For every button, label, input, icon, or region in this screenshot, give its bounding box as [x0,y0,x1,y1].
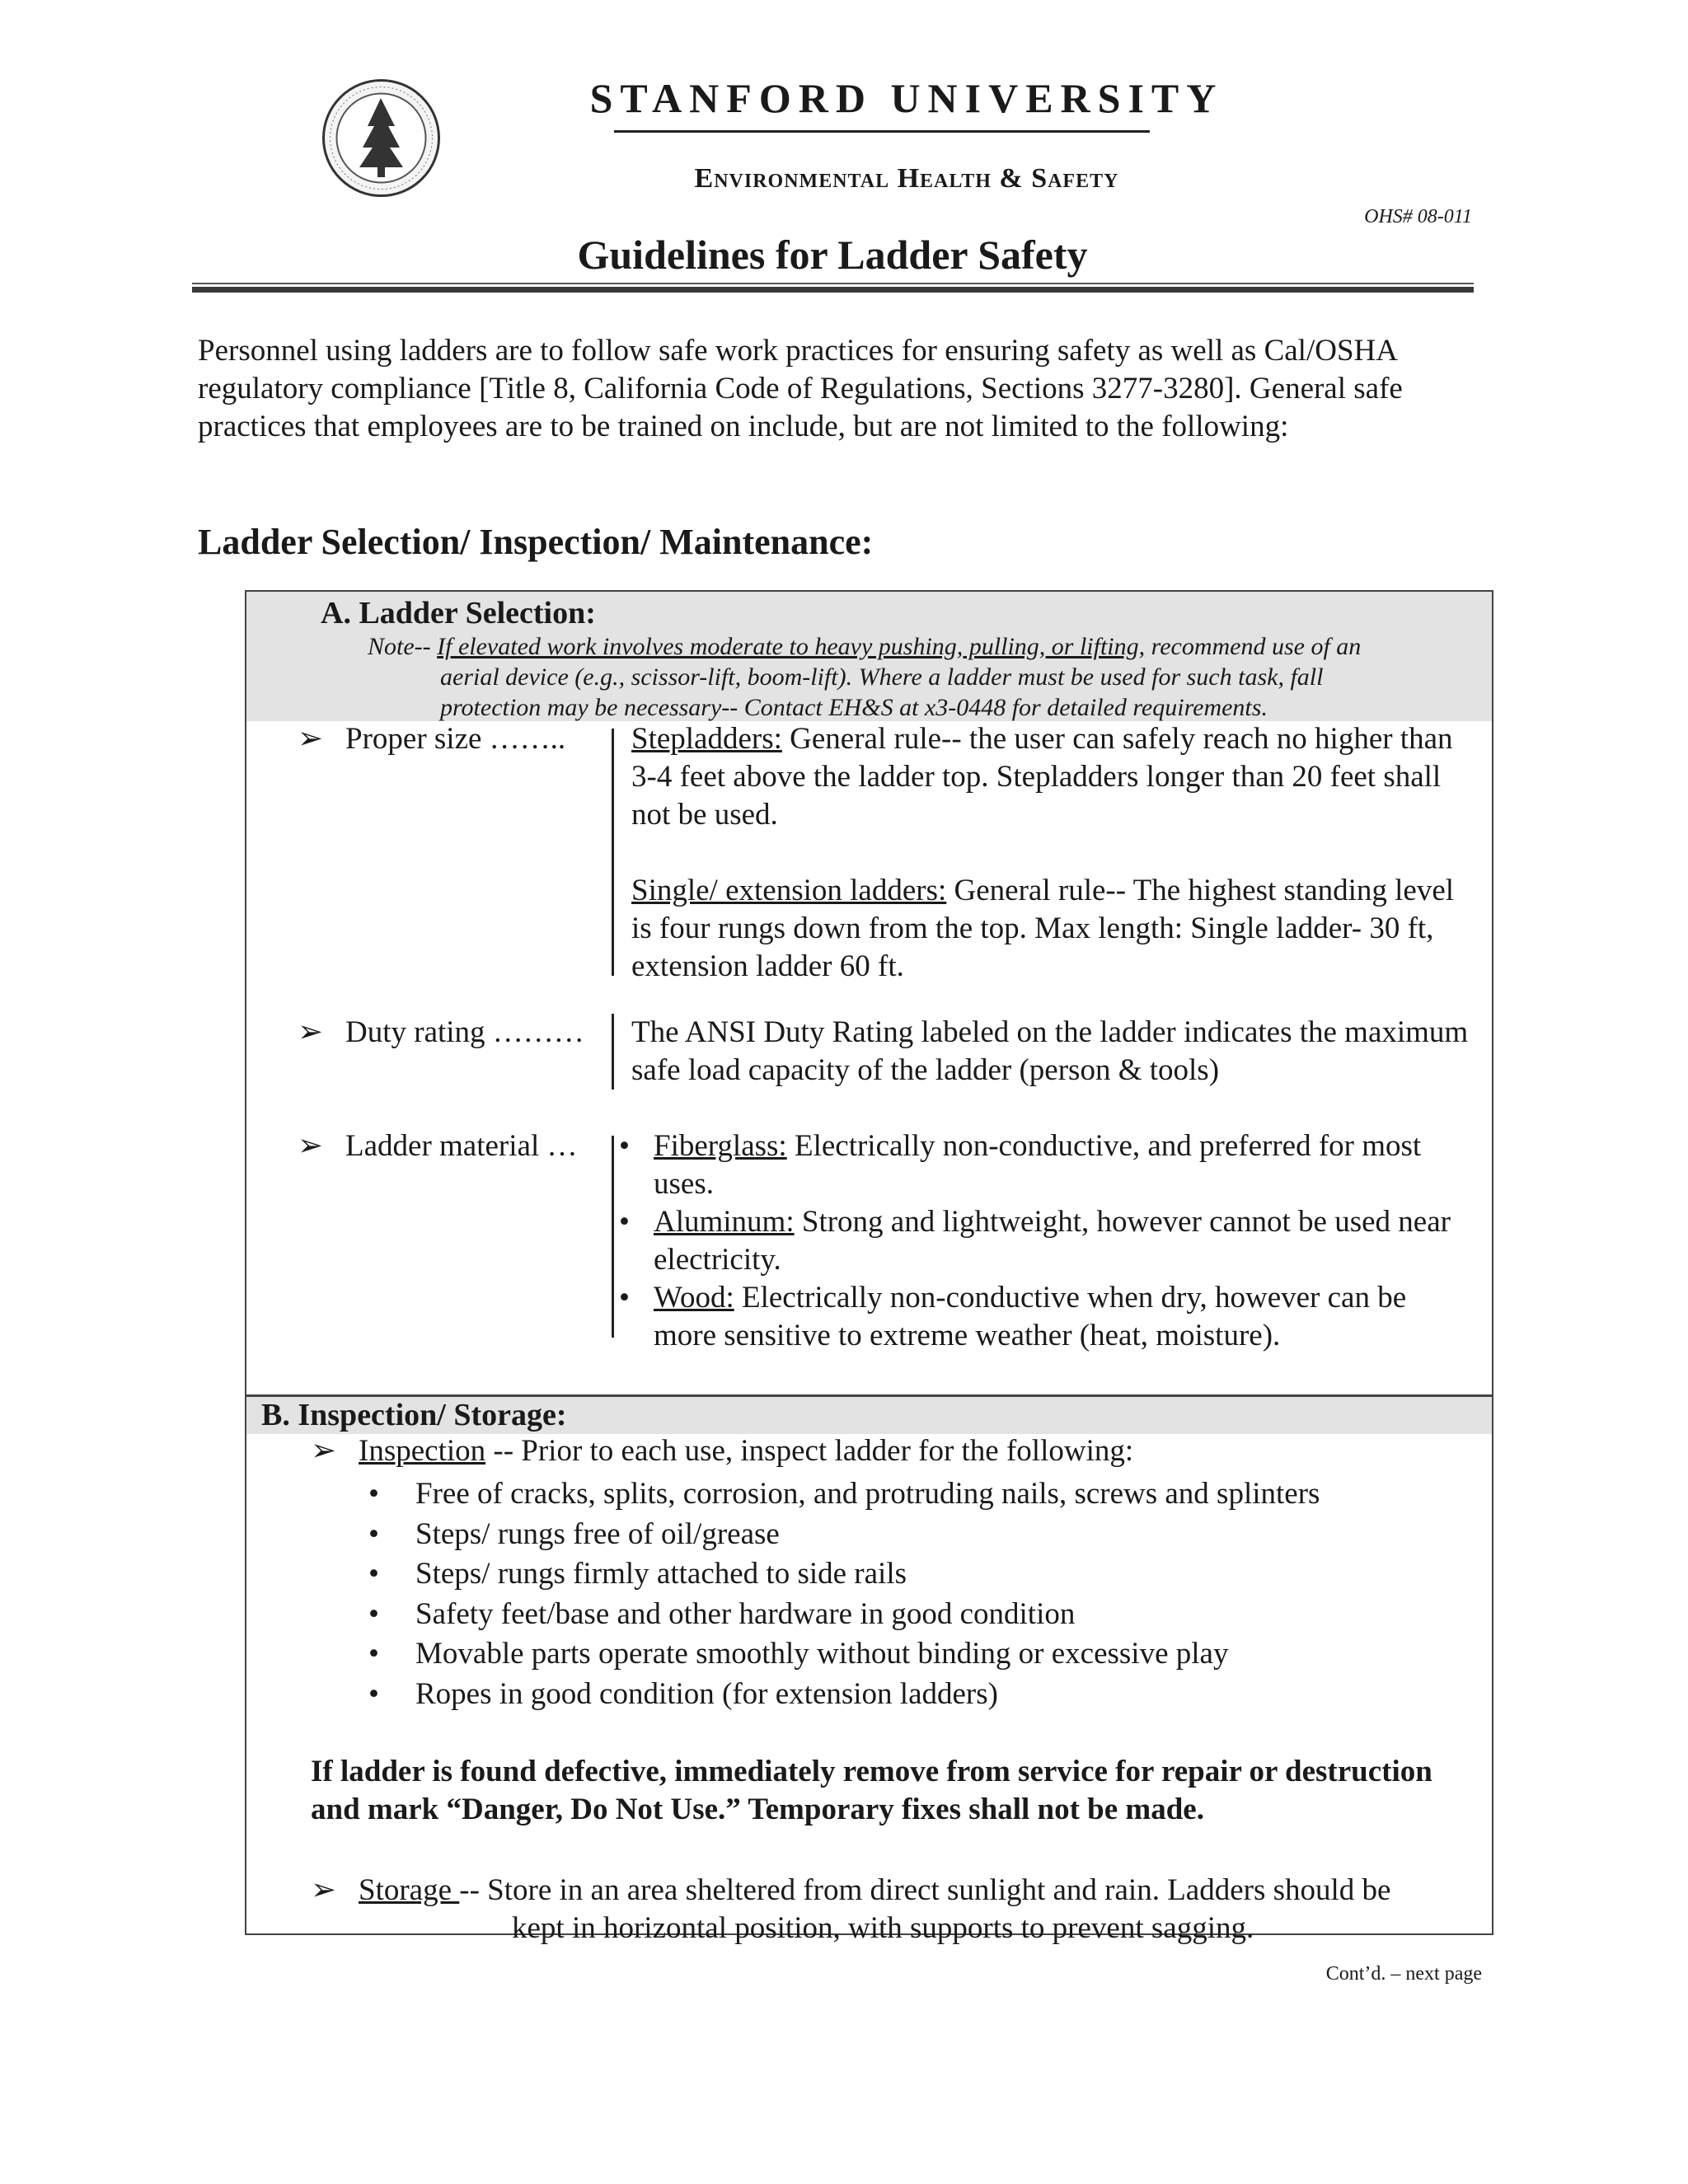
arrow-icon: ➢ [311,1434,337,1468]
inspection-storage-box [245,1395,1493,1945]
check-text: Free of cracks, splits, corrosion, and protruding nails, screws and splinters [415,1477,1320,1511]
material-name: Fiberglass: [654,1129,787,1163]
section-heading: Ladder Selection/ Inspection/ Maintenance: [198,522,874,562]
intro-paragraph: Personnel using ladders are to follow safe work practices for ensuring safety as well as Cal/OSHA regulatory compliance [Title 8, California Code of Regulations, Sections 3277-3280]. General safe practices that employees are to be trained on include, but are not limited to the following: [198,334,1403,443]
inspection-title: Inspection [359,1434,486,1468]
university-name: STANFORD UNIVERSITY [589,75,1224,121]
proper-size-divider [612,729,614,976]
list-item [619,1203,1468,1279]
list-item [619,1279,1468,1355]
list-item [368,1675,1320,1715]
note-text-2: aerial device (e.g., scissor-lift, boom-lift). Where a ladder must be used for such task, fall [440,663,1324,691]
title-divider-thin [192,283,1474,284]
ladder-selection-box [245,590,1493,1396]
bullet-icon: • [368,1477,379,1511]
proper-size-label [298,720,565,758]
storage-title: Storage [359,1873,460,1907]
duty-rating-text: The ANSI Duty Rating labeled on the ladder indicates the maximum safe load capacity of the ladder (person & tools) [631,1015,1469,1087]
list-item [368,1515,1320,1555]
ladder-selection-heading: A. Ladder Selection: [321,596,596,630]
material-name: Aluminum: [654,1205,795,1239]
storage-text-1: -- Store in an area sheltered from direct sunlight and rain. Ladders should be [459,1873,1391,1907]
stepladders-title: Stepladders: [631,722,782,756]
bullet-icon: • [619,1205,630,1239]
note-text-1: recommend use of an [1145,633,1362,660]
check-text: Steps/ rungs firmly attached to side rails [415,1557,907,1591]
material-text: Electrically non-conductive, and preferred for most uses. [654,1129,1422,1201]
note-text-3: protection may be necessary-- Contact EH&S at x3-0448 for detailed requirements. [440,694,1268,721]
page-title: Guidelines for Ladder Safety [577,232,1088,278]
check-text: Movable parts operate smoothly without binding or excessive play [415,1637,1229,1671]
list-item [368,1595,1320,1635]
document-number: OHS# 08-011 [1364,206,1472,227]
storage-rule [311,1872,1481,1947]
title-divider-thick [192,287,1474,293]
bullet-icon: • [368,1557,379,1591]
check-text: Ropes in good condition (for extension ladders) [415,1676,998,1711]
single-extension-title: Single/ extension ladders: [631,874,947,907]
bullet-icon: • [619,1129,630,1163]
stepladders-text: General rule-- the user can safely reach no higher than 3-4 feet above the ladder top. Stepladders longer than 20 feet shall not be used. [631,722,1453,832]
bullet-icon: • [368,1637,379,1671]
single-extension-text: General rule-- The highest standing level is four rungs down from the top. Max length: Single ladder- 30 ft, extension ladder 60 ft. [631,874,1455,983]
material-text: Strong and lightweight, however cannot be used near electricity. [654,1205,1451,1277]
inspection-storage-heading: B. Inspection/ Storage: [261,1398,567,1432]
department-name: Environmental Health & Safety [694,163,1119,194]
material-list [619,1127,1468,1355]
list-item [619,1127,1468,1203]
stanford-seal-icon [321,78,441,198]
note-underlined-text: If elevated work involves moderate to heavy pushing, pulling, or lifting, [437,633,1146,660]
duty-rating-label [298,1014,584,1052]
continued-note: Cont’d. – next page [1325,1963,1482,1985]
header-underline [614,130,1150,133]
inspection-checklist [368,1474,1320,1714]
defective-warning: If ladder is found defective, immediately remove from service for repair or destruction and mark “Danger, Do Not Use.” Temporary fixes shall not be made. [311,1755,1432,1826]
selection-note [368,631,1472,723]
material-text: Electrically non-conductive when dry, however can be more sensitive to extreme weather (heat, moisture). [654,1281,1407,1352]
list-item [368,1634,1320,1675]
inspection-text: -- Prior to each use, inspect ladder for the following: [485,1434,1134,1468]
check-text: Safety feet/base and other hardware in good condition [415,1596,1076,1631]
inspection-intro [311,1432,1133,1471]
list-item [368,1474,1320,1515]
proper-size-text: Proper size …….. [345,722,566,756]
ladder-material-label [298,1127,577,1165]
stepladders-rule [631,720,1472,834]
ladder-material-text: Ladder material … [345,1129,578,1163]
arrow-icon: ➢ [298,1129,324,1163]
bullet-icon: • [619,1281,630,1315]
note-label: Note-- [368,633,431,660]
arrow-icon: ➢ [311,1873,337,1907]
arrow-icon: ➢ [298,1015,324,1049]
duty-rating-text-label: Duty rating ……… [345,1015,584,1049]
duty-rating-divider [612,1014,614,1090]
list-item [368,1554,1320,1595]
check-text: Steps/ rungs free of oil/grease [415,1516,780,1551]
single-extension-rule [631,872,1472,986]
bullet-icon: • [368,1596,379,1631]
arrow-icon: ➢ [298,722,324,756]
bullet-icon: • [368,1676,379,1711]
bullet-icon: • [368,1516,379,1551]
storage-text-2: kept in horizontal position, with supports to prevent sagging. [512,1911,1254,1945]
material-name: Wood: [654,1281,734,1315]
material-divider [612,1136,614,1338]
